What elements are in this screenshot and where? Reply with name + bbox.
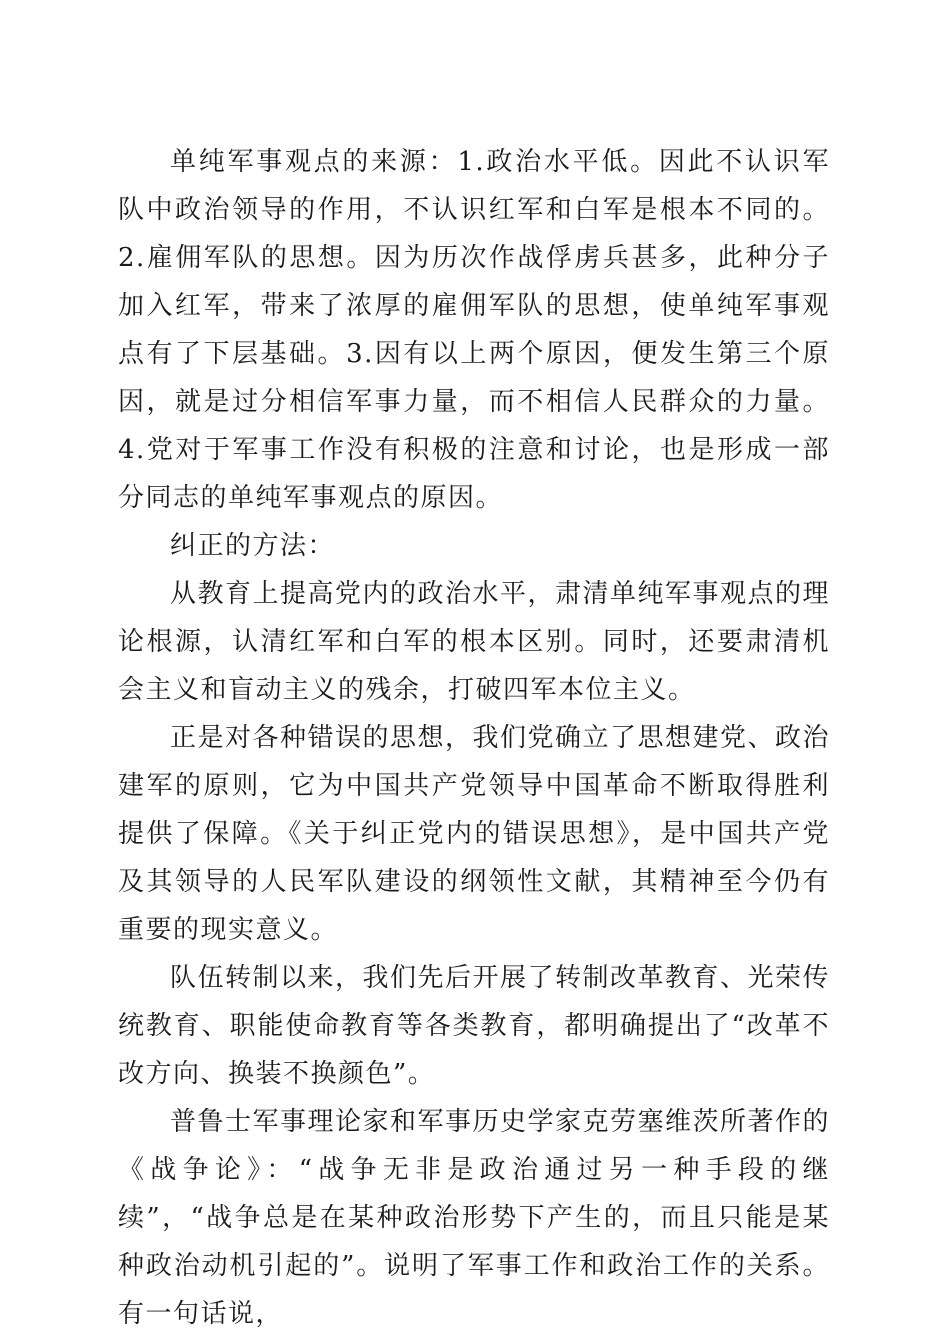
body-text (118, 138, 830, 1338)
paragraph-team-education: 队伍转制以来，我们先后开展了转制改革教育、光荣传统教育、职能使命教育等各类教育，都明确提出了“改革不改方向、换装不换颜色”。 (118, 963, 831, 1089)
paragraph-clausewitz: 普鲁士军事理论家和军事历史学家克劳塞维茨所著作的《战争论》：“战争无非是政治通过另一种手段的继续”，“战争总是在某种政治形势下产生的，而且只能是某种政治动机引起的”。说明了军事工作和政治工作的关系。有一句话说， (118, 1107, 831, 1329)
paragraph-sources: 单纯军事观点的来源：1.政治水平低。因此不认识军队中政治领导的作用，不认识红军和白军是根本不同的。2.雇佣军队的思想。因为历次作战俘虏兵甚多，此种分子加入红军，带来了浓厚的雇佣军队的思想，使单纯军事观点有了下层基础。3.因有以上两个原因，便发生第三个原因，就是过分相信军事力量，而不相信人民群众的力量。4.党对于军事工作没有积极的注意和讨论，也是形成一部分同志的单纯军事观点的原因。 (118, 147, 830, 513)
paragraph-party-principle: 正是对各种错误的思想，我们党确立了思想建党、政治建军的原则，它为中国共产党领导中国革命不断取得胜利提供了保障。《关于纠正党内的错误思想》，是中国共产党及其领导的人民军队建设的纲领性文献，其精神至今仍有重要的现实意义。 (118, 723, 831, 945)
paragraph-correction-heading: 纠正的方法： (170, 531, 336, 561)
paragraph-correction-method: 从教育上提高党内的政治水平，肃清单纯军事观点的理论根源，认清红军和白军的根本区别。同时，还要肃清机会主义和盲动主义的残余，打破四军本位主义。 (118, 579, 831, 705)
